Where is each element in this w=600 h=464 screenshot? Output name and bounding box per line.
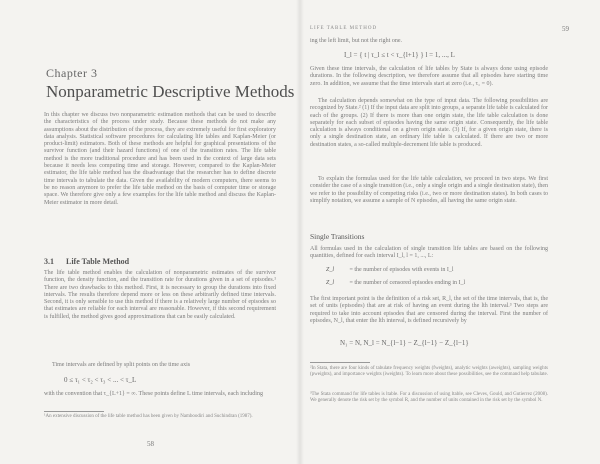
section-title: Life Table Method xyxy=(66,257,130,266)
footnote-rule xyxy=(310,362,370,363)
paragraph: Given these time intervals, the calculation of life tables by State is always done using episode durations. In the following description, we therefore assume that all episodes have starting time zero. In addition, we assume that the time intervals start at zero (i.e., τ₁ = 0). xyxy=(310,66,548,87)
definition-text: = the number of episodes with events in I_l xyxy=(349,267,454,273)
intro-paragraph: In this chapter we discuss two nonparametric estimation methods that can be used to describe the characteristics of the process under study. Because these methods do not make any assumptions about the distribution of the process, they are extremely useful for first exploratory data analysis. Statistical software procedures for calculating life tables and Kaplan-Meier (or product-limit) estimators. Both of these methods are helpful for graphical presentations of the survivor function (and their hazard functions) of one of the transition rates. The life table method is the more traditional procedure and has been used in the context of large data sets because it needs less computing time and storage. However, compared to the Kaplan-Meier estimator, the life table method has the disadvantage that the researcher has to define discrete time intervals to tabulate the data. Given the availability of modern computers, there seems to be no reason anymore to prefer the life table method on the basis of computer time or storage space. We therefore give only a few examples for the life table method and discuss the Kaplan-Meier estimator in more detail. xyxy=(44,112,276,206)
definition-text: = the number of censored episodes ending in I_l xyxy=(349,280,466,286)
section-heading xyxy=(44,257,129,266)
chapter-title: Nonparametric Descriptive Methods xyxy=(46,82,295,101)
footnote: ²In Stata, there are four kinds of tabulate frequency weights (fweights), analytic weights (aweights), sampling weights (pweights), and importance weights (iweights). To learn more about these possibilities, see the command help tabulate. xyxy=(310,366,548,377)
definition-symbol: Z_l xyxy=(326,280,335,286)
subsection-title: Single Transitions xyxy=(310,232,365,241)
footnote: ³The Stata command for life tables is ltable. For a discussion of using ltable, see Cleves, Gould, and Gutierrez (2008). We generally denote the risk set by the symbol R, and the number of units contained in the risk set by the symbol N. xyxy=(310,392,548,403)
page-number: 58 xyxy=(147,440,154,448)
definition-row xyxy=(326,280,465,286)
right-page xyxy=(300,0,600,464)
footnote-rule xyxy=(44,411,104,412)
paragraph: The first important point is the definition of a risk set, R_l, the set of the time intervals, that is, the set of units (episodes) that are at risk of having an event during the lth interval.³ Two steps are required to take into account episodes that are censored during the interval. First the number of episodes, N_l, that enter the lth interval, is defined recursively by xyxy=(310,296,548,324)
definition-symbol: Z_l xyxy=(326,267,335,273)
paragraph: ing the left limit, but not the right one. xyxy=(310,38,402,44)
section-number: 3.1 xyxy=(44,257,54,266)
equation-split-points: 0 ≤ τ₁ < τ₂ < τ₃ < ... < τ_L xyxy=(64,376,137,384)
section-paragraph: The life table method enables the calculation of nonparametric estimates of the survivor function, the density function, and the transition rate for durations given in a set of episodes.¹ There are two drawbacks to this method. First, it is necessary to group the durations into fixed intervals. The results therefore depend more or less on these arbitrarily defined time intervals. Second, it is only sensible to use this method if there is a relatively large number of episodes so that estimates are reliable for each interval are reasonable. However, if this second requirement is fulfilled, the method gives good approximations that can be easily calculated. xyxy=(44,270,276,320)
equation-risk-set: N₁ = N, N_l = N_{l−1} − Z_{l−1} − Z_{l−1} xyxy=(340,339,469,347)
chapter-label: Chapter 3 xyxy=(46,66,98,80)
paragraph: To explain the formulas used for the life table calculation, we proceed in two steps. We first consider the case of a single transition (i.e., only a single origin and a single destination state), then we refer to the possibility of competing risks (i.e., two or more destination states). In both cases to simplify notation, we assume a sample of N episodes, all having the same origin state. xyxy=(310,176,548,204)
paragraph: All formulas used in the calculation of single transition life tables are based on the following quantities, defined for each interval I_l, l = 1, ..., L: xyxy=(310,246,548,260)
page-number: 59 xyxy=(562,25,569,33)
running-head: LIFE TABLE METHOD xyxy=(310,26,378,31)
footnote: ¹An extensive discussion of the life table method has been given by Namboodiri and Suchindran (1987). xyxy=(44,414,253,419)
definition-row xyxy=(326,267,454,273)
paragraph: The calculation depends somewhat on the type of input data. The following possibilities are recognized by State.² (1) If the input data are split into groups, a separate life table is calculated for each of the groups. (2) If there is more than one origin state, the life table calculation is done separately for each subset of episodes having the same origin state. Consequently, the life table calculation is always conditional on a given origin state. (3) If, for a given origin state, there is only a single destination state, an ordinary life table is calculated. If there are two or more destination states, a so-called multiple-decrement life table is produced. xyxy=(310,98,548,148)
section-paragraph: with the convention that τ_{L+1} = ∞. These points define L time intervals, each including xyxy=(44,391,263,397)
equation-intervals: I_l = { t | τ_l ≤ t < τ_{l+1} } l = 1, ..., L xyxy=(344,51,455,59)
section-paragraph: Time intervals are defined by split points on the time axis xyxy=(52,362,191,368)
